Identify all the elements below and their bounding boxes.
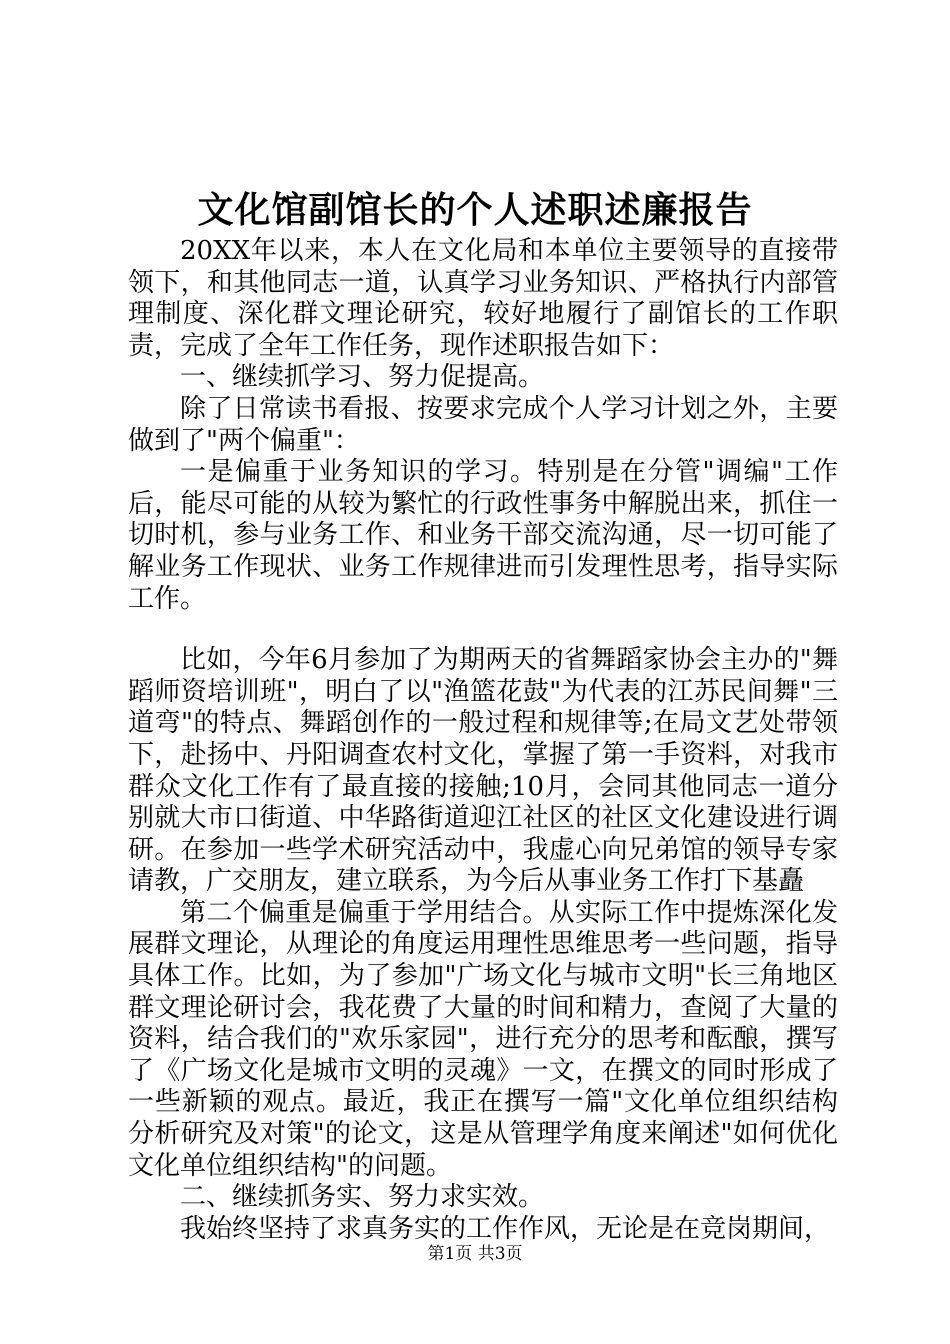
body-paragraph: 我始终坚持了求真务实的工作作风，无论是在竞岗期间， <box>180 1213 831 1244</box>
document-body <box>128 236 838 1245</box>
intro-paragraph: 20XX年以来，本人在文化局和本单位主要领导的直接带领下，和其他同志一道，认真学习业务知识、严格执行内部管理制度、深化群文理论研究，较好地履行了副馆长的工作职责，完成了全年工作任务，现作述职报告如下： <box>128 236 838 361</box>
section-heading-2: 二、继续抓务实、努力求实效。 <box>180 1182 545 1213</box>
document-title: 文化馆副馆长的个人述职述廉报告 <box>197 189 753 231</box>
body-paragraph: 除了日常读书看报、按要求完成个人学习计划之外，主要做到了"两个偏重"： <box>128 393 838 456</box>
body-paragraph: 第二个偏重是偏重于学用结合。从实际工作中提炼深化发展群文理论，从理论的角度运用理性思维思考一些问题，指导具体工作。比如，为了参加"广场文化与城市文明"长三角地区群文理论研讨会，我花费了大量的时间和精力，查阅了大量的资料，结合我们的"欢乐家园"，进行充分的思考和酝酿，撰写了《广场文化是城市文明的灵魂》一文，在撰文的同时形成了一些新颖的观点。最近，我正在撰写一篇"文化单位组织结构分析研究及对策"的论文，这是从管理学角度来阐述"如何优化文化单位组织结构"的问题。 <box>128 897 838 1181</box>
section-heading-1: 一、继续抓学习、努力促提高。 <box>180 362 545 393</box>
page-number-footer: 第1页 共3页 <box>427 1244 523 1264</box>
body-paragraph: 一是偏重于业务知识的学习。特别是在分管"调编"工作后，能尽可能的从较为繁忙的行政性事务中解脱出来，抓住一切时机，参与业务工作、和业务干部交流沟通，尽一切可能了解业务工作现状、业务工作规律进而引发理性思考，指导实际工作。 <box>128 457 838 614</box>
body-paragraph: 比如，今年6月参加了为期两天的省舞蹈家协会主办的"舞蹈师资培训班"，明白了以"渔篮花鼓"为代表的江苏民间舞"三道弯"的特点、舞蹈创作的一般过程和规律等;在局文艺处带领下，赴扬中、丹阳调查农村文化，掌握了第一手资料，对我市群众文化工作有了最直接的接触;10月，会同其他同志一道分别就大市口街道、中华路街道迎江社区的社区文化建设进行调研。在参加一些学术研究活动中，我虚心向兄弟馆的领导专家请教，广交朋友，建立联系，为今后从事业务工作打下基矗 <box>128 645 838 897</box>
